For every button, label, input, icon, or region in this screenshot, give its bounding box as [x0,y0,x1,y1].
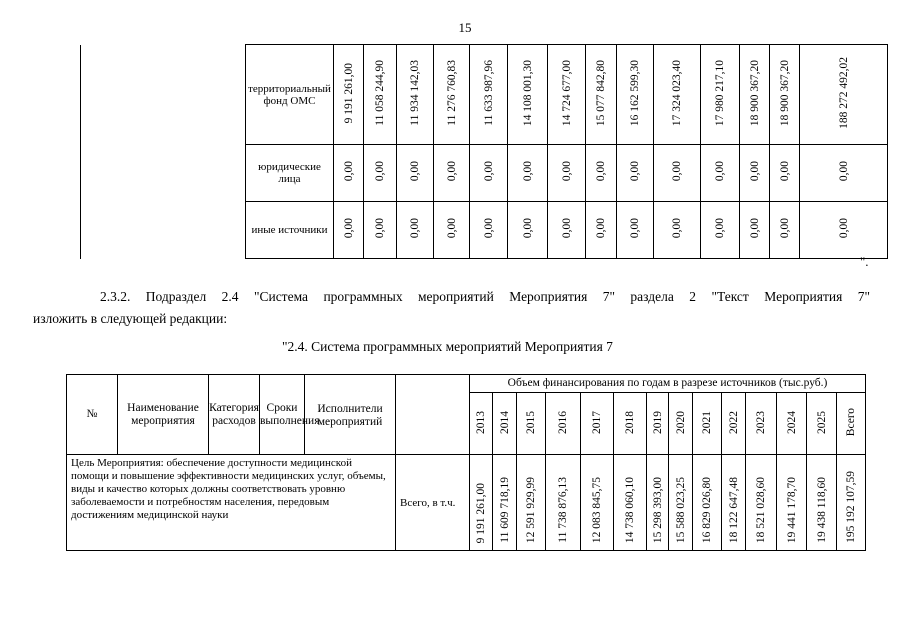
value-cell [617,45,654,145]
value-cell [434,45,470,145]
financing-value: 15 298 393,00 [651,476,664,543]
year-text: Всего [845,407,858,437]
financing-value: 195 192 107,59 [845,471,858,543]
source-label: территориальный фонд ОМС [246,45,334,145]
year-header [777,393,807,455]
header-spacer-2 [396,393,470,455]
value-cell [364,45,397,145]
value-cell [800,202,888,259]
year-text: 2013 [475,410,487,434]
top-table-row [81,202,888,259]
goal-text: Цель Мероприятия: обеспечение доступности медицинской помощи и повышение эффективности медицинских услуг, объемы, виды и качество которых должны соответствовать уровню заболеваемости и потребностям населения, передовым достижениям медицинской науки [67,455,396,551]
value-text: 0,00 [342,218,355,239]
value-cell [770,45,800,145]
year-header [807,393,837,455]
value-cell [654,145,701,202]
year-header [546,393,581,455]
value-text: 0,00 [521,218,534,239]
value-text: 11 934 142,03 [409,60,421,126]
value-cell [701,145,740,202]
year-header [647,393,669,455]
financing-value: 18 122 647,48 [727,476,740,543]
value-text: 14 724 677,00 [560,59,573,127]
value-cell [334,45,364,145]
value-text: 0,00 [748,161,761,182]
header-executors: Исполнители мероприятий [305,375,396,455]
value-text: 0,00 [482,161,495,182]
value-cell [548,45,586,145]
value-text: 0,00 [837,161,850,182]
year-text: 2021 [701,410,713,434]
value-cell [364,145,397,202]
financing-value: 9 191 261,00 [475,482,487,543]
value-text: 16 162 599,30 [629,59,641,127]
value-text: 0,00 [342,161,355,182]
top-table-row [81,145,888,202]
financing-value-cell [807,455,837,551]
value-text: 15 077 842,80 [595,59,607,127]
financing-value-cell [722,455,746,551]
financing-value: 14 738 060,10 [624,476,636,543]
value-text: 0,00 [482,218,495,239]
financing-value: 15 588 023,25 [674,476,687,543]
top-financing-table [80,44,888,259]
financing-value-cell [546,455,581,551]
value-cell [586,202,617,259]
year-text: 2014 [498,410,511,434]
financing-value-cell [517,455,546,551]
year-text: 2019 [651,410,664,434]
paragraph-line-2: изложить в следующей редакции: [33,311,228,326]
header-number: № [67,375,118,455]
year-text: 2015 [525,410,537,434]
value-cell [364,202,397,259]
value-text: 0,00 [671,161,683,182]
value-cell [701,45,740,145]
top-table-row [81,45,888,145]
value-cell [770,145,800,202]
value-text: 14 108 001,30 [521,59,534,127]
header-expense-category: Категория расходов [209,375,260,455]
value-text: 11 276 760,83 [445,60,458,126]
value-text: 0,00 [445,218,458,239]
value-cell [770,202,800,259]
year-text: 2016 [557,410,569,434]
value-text: 0,00 [374,161,386,182]
header-deadlines: Сроки выполнения [260,375,305,455]
value-text: 0,00 [445,161,458,182]
year-header [837,393,866,455]
financing-value-cell [493,455,517,551]
year-header [614,393,647,455]
header-measure-name: Наименование мероприятия [118,375,209,455]
value-cell [740,202,770,259]
value-cell [740,145,770,202]
value-cell [548,202,586,259]
financing-value-cell [614,455,647,551]
year-text: 2023 [755,410,767,434]
value-text: 0,00 [560,161,573,182]
year-header [722,393,746,455]
financing-value: 12 083 845,75 [591,476,603,543]
value-cell [470,45,508,145]
value-cell [508,145,548,202]
year-text: 2025 [815,410,828,434]
value-cell [334,202,364,259]
value-text: 11 058 244,90 [374,60,386,126]
financing-value-cell [693,455,722,551]
value-text: 0,00 [714,161,726,182]
value-text: 11 633 987,96 [482,60,495,126]
financing-value: 19 441 178,70 [785,476,798,543]
value-text: 0,00 [778,218,791,239]
year-header [493,393,517,455]
value-cell [508,45,548,145]
value-text: 0,00 [409,161,421,182]
financing-value: 16 829 026,80 [701,476,713,543]
financing-value: 11 738 876,13 [557,477,569,543]
financing-value: 12 591 929,99 [525,476,537,543]
value-cell [470,202,508,259]
financing-value: 11 609 718,19 [498,477,511,543]
value-text: 0,00 [409,218,421,239]
year-text: 2020 [674,410,687,434]
financing-value: 19 438 118,60 [815,477,828,543]
value-cell [800,45,888,145]
blank-cell [81,202,246,259]
value-cell [470,145,508,202]
value-text: 9 191 261,00 [342,62,355,124]
value-text: 17 324 023,40 [671,59,683,127]
value-cell [654,45,701,145]
header-financing: Объем финансирования по годам в разрезе источников (тыс.руб.) [470,375,866,393]
year-header [581,393,614,455]
value-cell [397,202,434,259]
blank-cell [81,145,246,202]
value-cell [654,202,701,259]
year-header [517,393,546,455]
financing-value-cell [581,455,614,551]
value-cell [434,145,470,202]
header-spacer [396,375,470,393]
year-header [669,393,693,455]
financing-value-cell [669,455,693,551]
value-text: 0,00 [560,218,573,239]
value-text: 0,00 [595,161,607,182]
value-text: 188 272 492,02 [837,57,850,129]
value-text: 0,00 [714,218,726,239]
paragraph-line-1: 2.3.2. Подраздел 2.4 "Система программных мероприятий Мероприятия 7" раздела 2 "Текст Мероприятия 7" [100,289,870,304]
page-number: 15 [458,20,472,35]
value-cell [740,45,770,145]
value-text: 0,00 [629,161,641,182]
value-cell [548,145,586,202]
value-cell [586,45,617,145]
value-cell [434,202,470,259]
financing-value-cell [746,455,777,551]
year-text: 2022 [727,410,740,434]
year-header [470,393,493,455]
value-text: 0,00 [521,161,534,182]
value-text: 0,00 [595,218,607,239]
closing-quote: ". [860,254,869,269]
financing-value-cell [777,455,807,551]
value-text: 0,00 [748,218,761,239]
value-cell [397,45,434,145]
value-text: 0,00 [629,218,641,239]
value-text: 0,00 [837,218,850,239]
source-label: Всего, в т.ч. [396,455,470,551]
value-text: 0,00 [778,161,791,182]
value-cell [617,145,654,202]
value-cell [508,202,548,259]
value-cell [397,145,434,202]
financing-value-cell [647,455,669,551]
financing-value-cell [837,455,866,551]
financing-value-cell [470,455,493,551]
value-text: 0,00 [374,218,386,239]
value-cell [334,145,364,202]
year-text: 2018 [624,410,636,434]
year-header [693,393,722,455]
section-title: "2.4. Система программных мероприятий Мероприятия 7 [282,339,613,354]
year-header [746,393,777,455]
value-cell [586,145,617,202]
value-text: 0,00 [671,218,683,239]
financing-value: 18 521 028,60 [755,476,767,543]
value-text: 18 900 367,20 [748,59,761,127]
value-cell [617,202,654,259]
value-text: 17 980 217,10 [714,59,726,127]
value-text: 18 900 367,20 [778,59,791,127]
value-cell [800,145,888,202]
blank-cell [81,45,246,145]
source-label: юридические лица [246,145,334,202]
program-measures-table [66,374,866,551]
year-text: 2017 [591,410,603,434]
year-text: 2024 [785,410,798,434]
source-label: иные источники [246,202,334,259]
value-cell [701,202,740,259]
